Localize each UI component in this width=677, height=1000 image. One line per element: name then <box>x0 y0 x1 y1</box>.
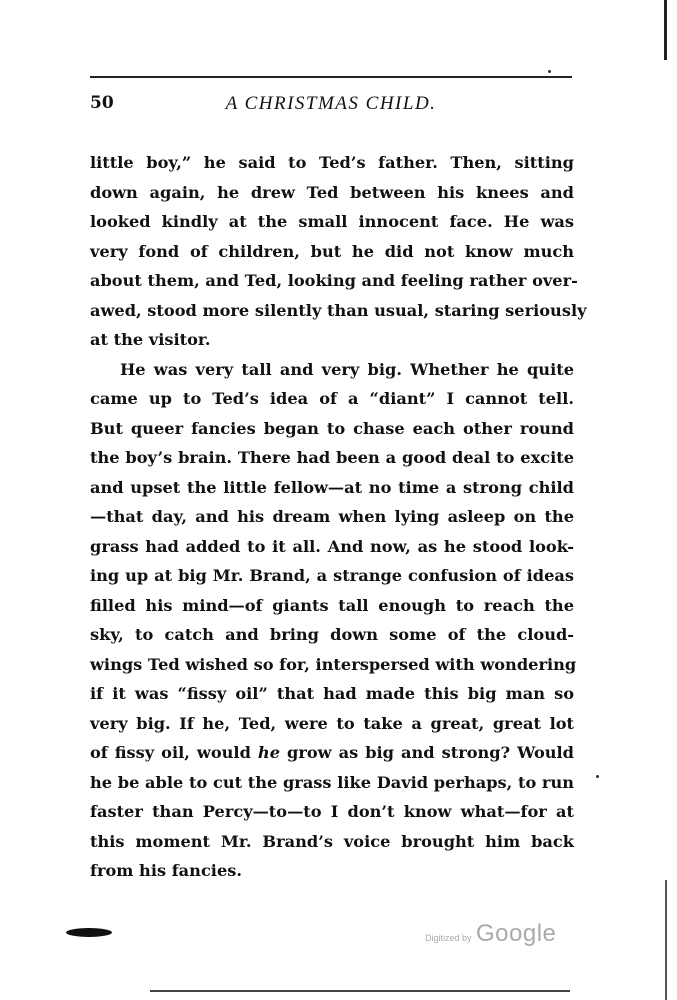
ink-speck <box>596 775 599 778</box>
page-header <box>90 93 572 123</box>
digitized-watermark <box>425 920 556 948</box>
text-line: filled his mind—of giants tall enough to reach the <box>90 595 574 615</box>
text-line: He was very tall and very big. Whether he quite <box>120 359 574 379</box>
text-line: the boy’s brain. There had been a good deal to excite <box>90 448 574 467</box>
text-line: of fissy oil, would he grow as big and strong? Would <box>90 743 574 762</box>
text-line: about them, and Ted, looking and feeling rather over- <box>90 271 578 290</box>
text-line: ing up at big Mr. Brand, a strange confusion of ideas <box>90 566 574 585</box>
page-edge-line <box>664 0 667 60</box>
text-line: wings Ted wished so for, interspersed with wondering <box>90 654 577 674</box>
text-line: awed, stood more silently than usual, staring seriously <box>90 300 587 320</box>
paragraph <box>90 148 587 355</box>
page-edge-line-lower <box>665 880 667 1000</box>
text-line: very fond of children, but he did not know much <box>90 241 574 261</box>
body-text <box>90 148 587 886</box>
text-line: he be able to cut the grass like David perhaps, to run <box>90 772 574 792</box>
ink-blot <box>66 928 112 937</box>
text-line: But queer fancies began to chase each other round <box>90 418 574 438</box>
digitized-label: Digitized by <box>425 933 472 943</box>
text-line: sky, to catch and bring down some of the cloud- <box>90 625 574 644</box>
paragraph <box>90 355 577 886</box>
text-line: —that day, and his dream when lying asleep on the <box>90 507 574 526</box>
page-number: 50 <box>90 93 114 113</box>
text-line: from his fancies. <box>90 861 242 880</box>
running-head: A CHRISTMAS CHILD. <box>225 93 437 114</box>
google-logo: Google <box>475 920 557 947</box>
text-line: looked kindly at the small innocent face. He was <box>90 212 574 231</box>
text-line: if it was “fissy oil” that had made this big man so <box>90 684 574 703</box>
ink-speck <box>548 70 551 73</box>
emphasis: he <box>257 743 280 762</box>
header-rule <box>90 76 572 78</box>
bottom-rule <box>150 990 570 992</box>
text-line: at the visitor. <box>90 330 211 349</box>
text-line: down again, he drew Ted between his knees and <box>90 182 574 202</box>
text-line: this moment Mr. Brand’s voice brought him back <box>90 831 574 851</box>
text-line: came up to Ted’s idea of a “diant” I cannot tell. <box>90 389 574 408</box>
text-line: grass had added to it all. And now, as he stood look- <box>90 536 574 556</box>
text-line: very big. If he, Ted, were to take a great, great lot <box>90 713 574 733</box>
text-line: little boy,” he said to Ted’s father. Then, sitting <box>90 153 574 172</box>
text-line: and upset the little fellow—at no time a strong child <box>90 477 574 497</box>
text-line: faster than Percy—to—to I don’t know what—for at <box>90 802 574 821</box>
